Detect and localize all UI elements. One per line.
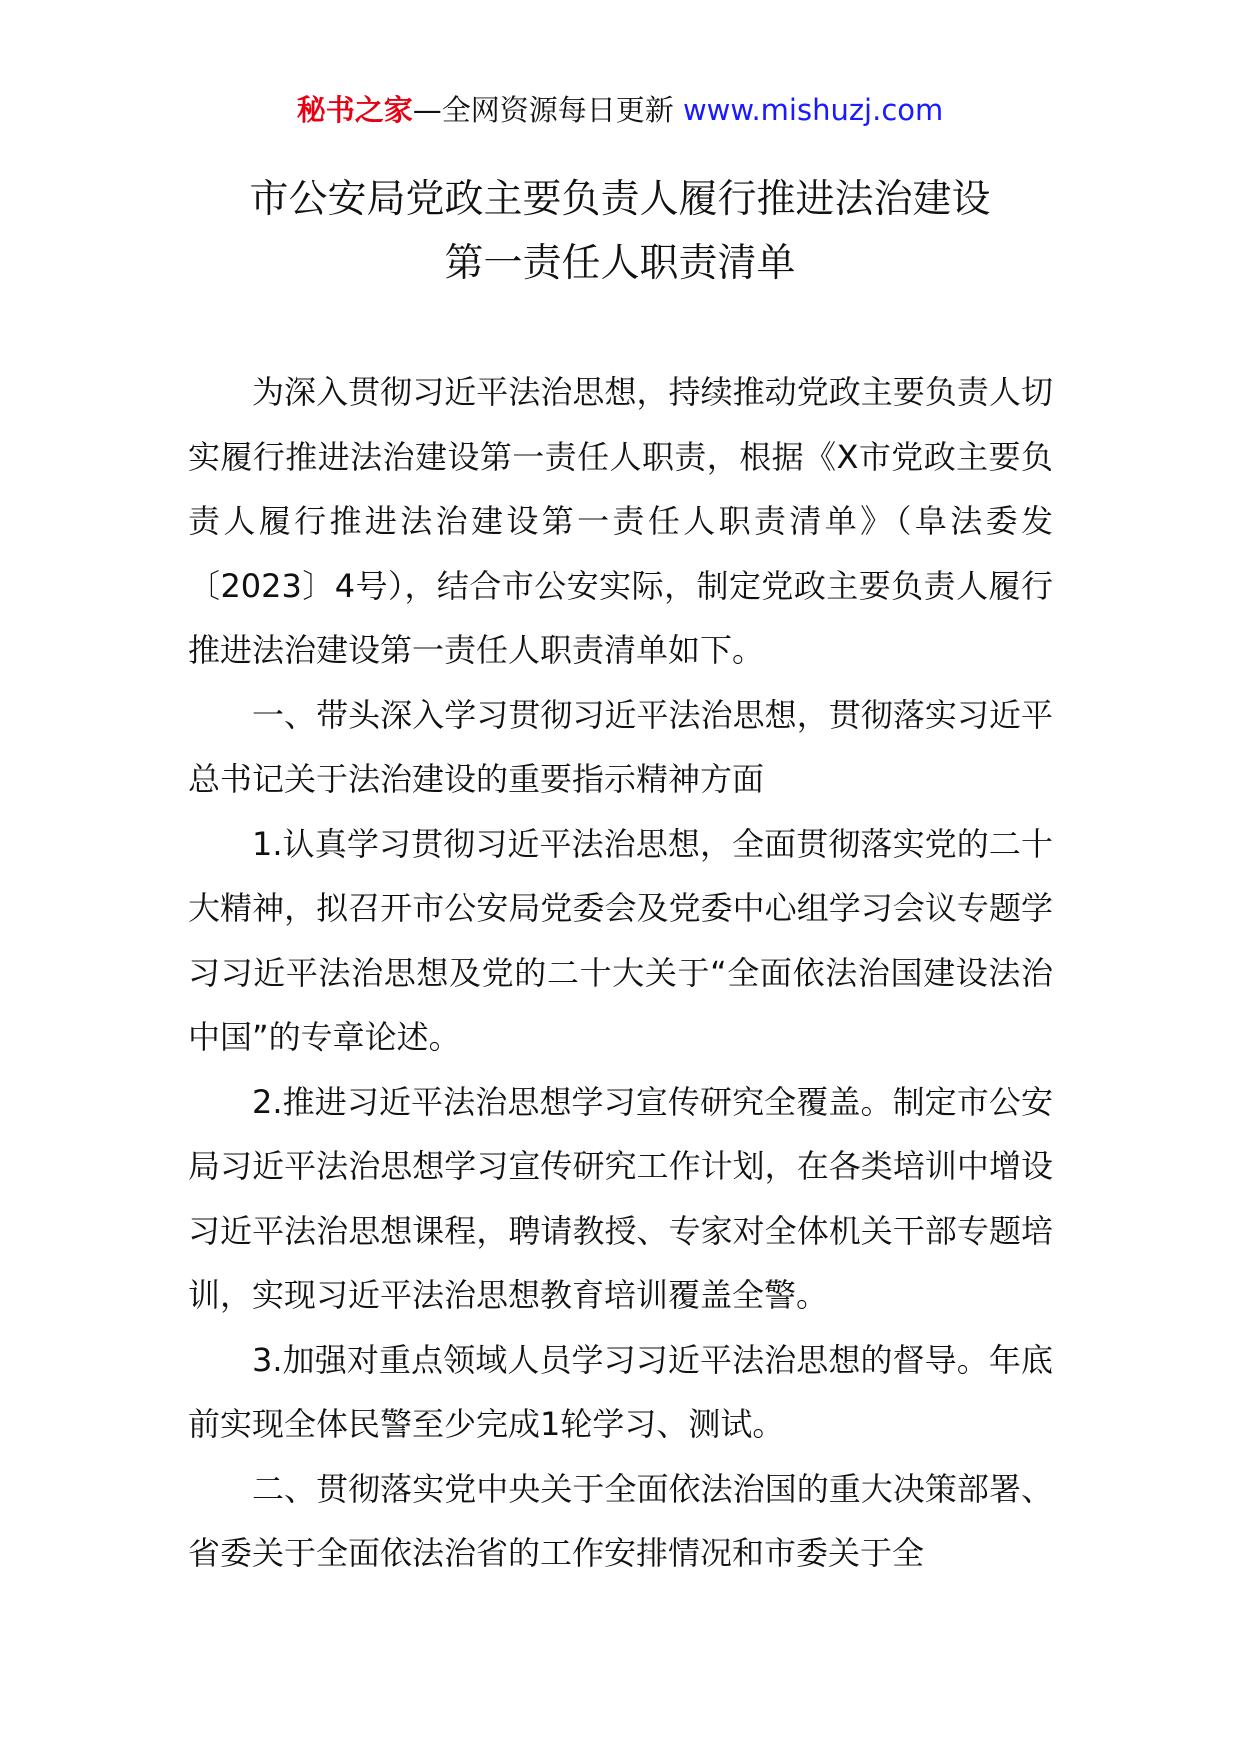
- document-title: [0, 168, 1240, 296]
- item-paragraph-1: 1.认真学习贯彻习近平法治思想，全面贯彻落实党的二十大精神，拟召开市公安局党委会及党委中心组学习会议专题学习习近平法治思想及党的二十大关于“全面依法治国建设法治中国”的专章论述。: [188, 824, 1053, 1056]
- site-slogan: —全网资源每日更新: [412, 93, 674, 127]
- item-paragraph-2: 2.推进习近平法治思想学习宣传研究全覆盖。制定市公安局习近平法治思想学习宣传研究工作计划，在各类培训中增设习近平法治思想课程，聘请教授、专家对全体机关干部专题培训，实现习近平法治思想教育培训覆盖全警。: [188, 1082, 1053, 1314]
- document-body: [188, 360, 1053, 1586]
- title-line-1: 市公安局党政主要负责人履行推进法治建设: [249, 177, 991, 222]
- title-line-2: 第一责任人职责清单: [444, 241, 796, 286]
- site-brand: 秘书之家: [296, 93, 413, 127]
- site-header: [0, 90, 1240, 130]
- section-heading-2: 二、贯彻落实党中央关于全面依法治国的重大决策部署、省委关于全面依法治省的工作安排情况和市委关于全: [188, 1469, 1053, 1572]
- item-paragraph-3: 3.加强对重点领域人员学习习近平法治思想的督导。年底前实现全体民警至少完成1轮学习、测试。: [188, 1340, 1053, 1443]
- section-heading-1: 一、带头深入学习贯彻习近平法治思想，贯彻落实习近平总书记关于法治建设的重要指示精神方面: [188, 695, 1053, 798]
- site-url-link[interactable]: www.mishuzj.com: [682, 93, 944, 127]
- intro-paragraph: 为深入贯彻习近平法治思想，持续推动党政主要负责人切实履行推进法治建设第一责任人职责，根据《X市党政主要负责人履行推进法治建设第一责任人职责清单》（阜法委发〔2023〕4号），结合市公安实际，制定党政主要负责人履行推进法治建设第一责任人职责清单如下。: [188, 373, 1053, 669]
